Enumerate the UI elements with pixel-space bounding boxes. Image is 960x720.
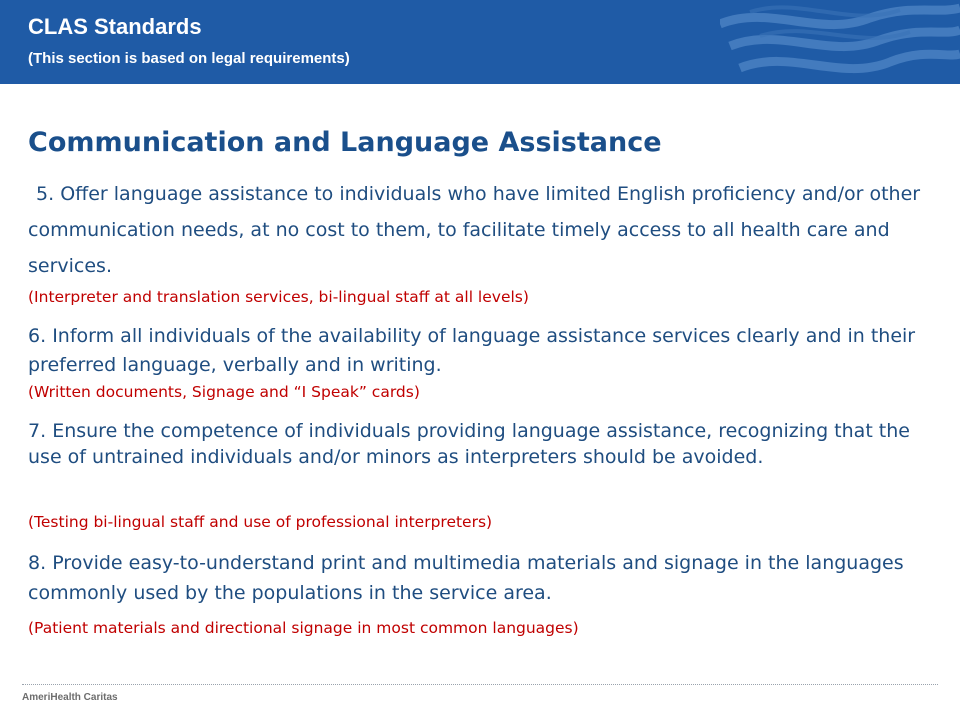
item-number: 7. bbox=[28, 420, 47, 442]
item-note-6: (Written documents, Signage and “I Speak” cards) bbox=[28, 383, 420, 401]
header-title: CLAS Standards bbox=[28, 14, 202, 39]
item-note-5: (Interpreter and translation services, bi-lingual staff at all levels) bbox=[28, 288, 529, 306]
slide-heading: Communication and Language Assistance bbox=[28, 127, 662, 158]
wave-logo-icon bbox=[720, 0, 960, 84]
standard-item-5 bbox=[28, 176, 928, 284]
item-number: 8. bbox=[28, 552, 47, 574]
slide-header bbox=[0, 0, 960, 84]
item-number: 5. bbox=[36, 183, 55, 205]
item-text: Ensure the competence of individuals providing language assistance, recognizing that the use of untrained individuals and/or minors as interpreters should be avoided. bbox=[28, 420, 910, 468]
item-text: Provide easy-to-understand print and multimedia materials and signage in the languages commonly used by the populations in the service area. bbox=[28, 552, 904, 604]
item-note-7: (Testing bi-lingual staff and use of professional interpreters) bbox=[28, 513, 493, 531]
header-subtitle: (This section is based on legal requirements) bbox=[28, 50, 350, 67]
item-note-8: (Patient materials and directional signage in most common languages) bbox=[28, 619, 579, 637]
item-text: Inform all individuals of the availability of language assistance services clearly and in their preferred language, verbally and in writing. bbox=[28, 325, 916, 376]
footer-divider bbox=[22, 684, 938, 685]
standard-item-7 bbox=[28, 418, 928, 470]
standard-item-8 bbox=[28, 548, 928, 608]
item-text: Offer language assistance to individuals who have limited English proficiency and/or other communication needs, at no cost to them, to facilitate timely access to all health care and services. bbox=[28, 183, 921, 277]
footer-brand-logo: AmeriHealth Caritas bbox=[22, 692, 118, 703]
standard-item-6 bbox=[28, 322, 928, 380]
item-number: 6. bbox=[28, 325, 47, 347]
